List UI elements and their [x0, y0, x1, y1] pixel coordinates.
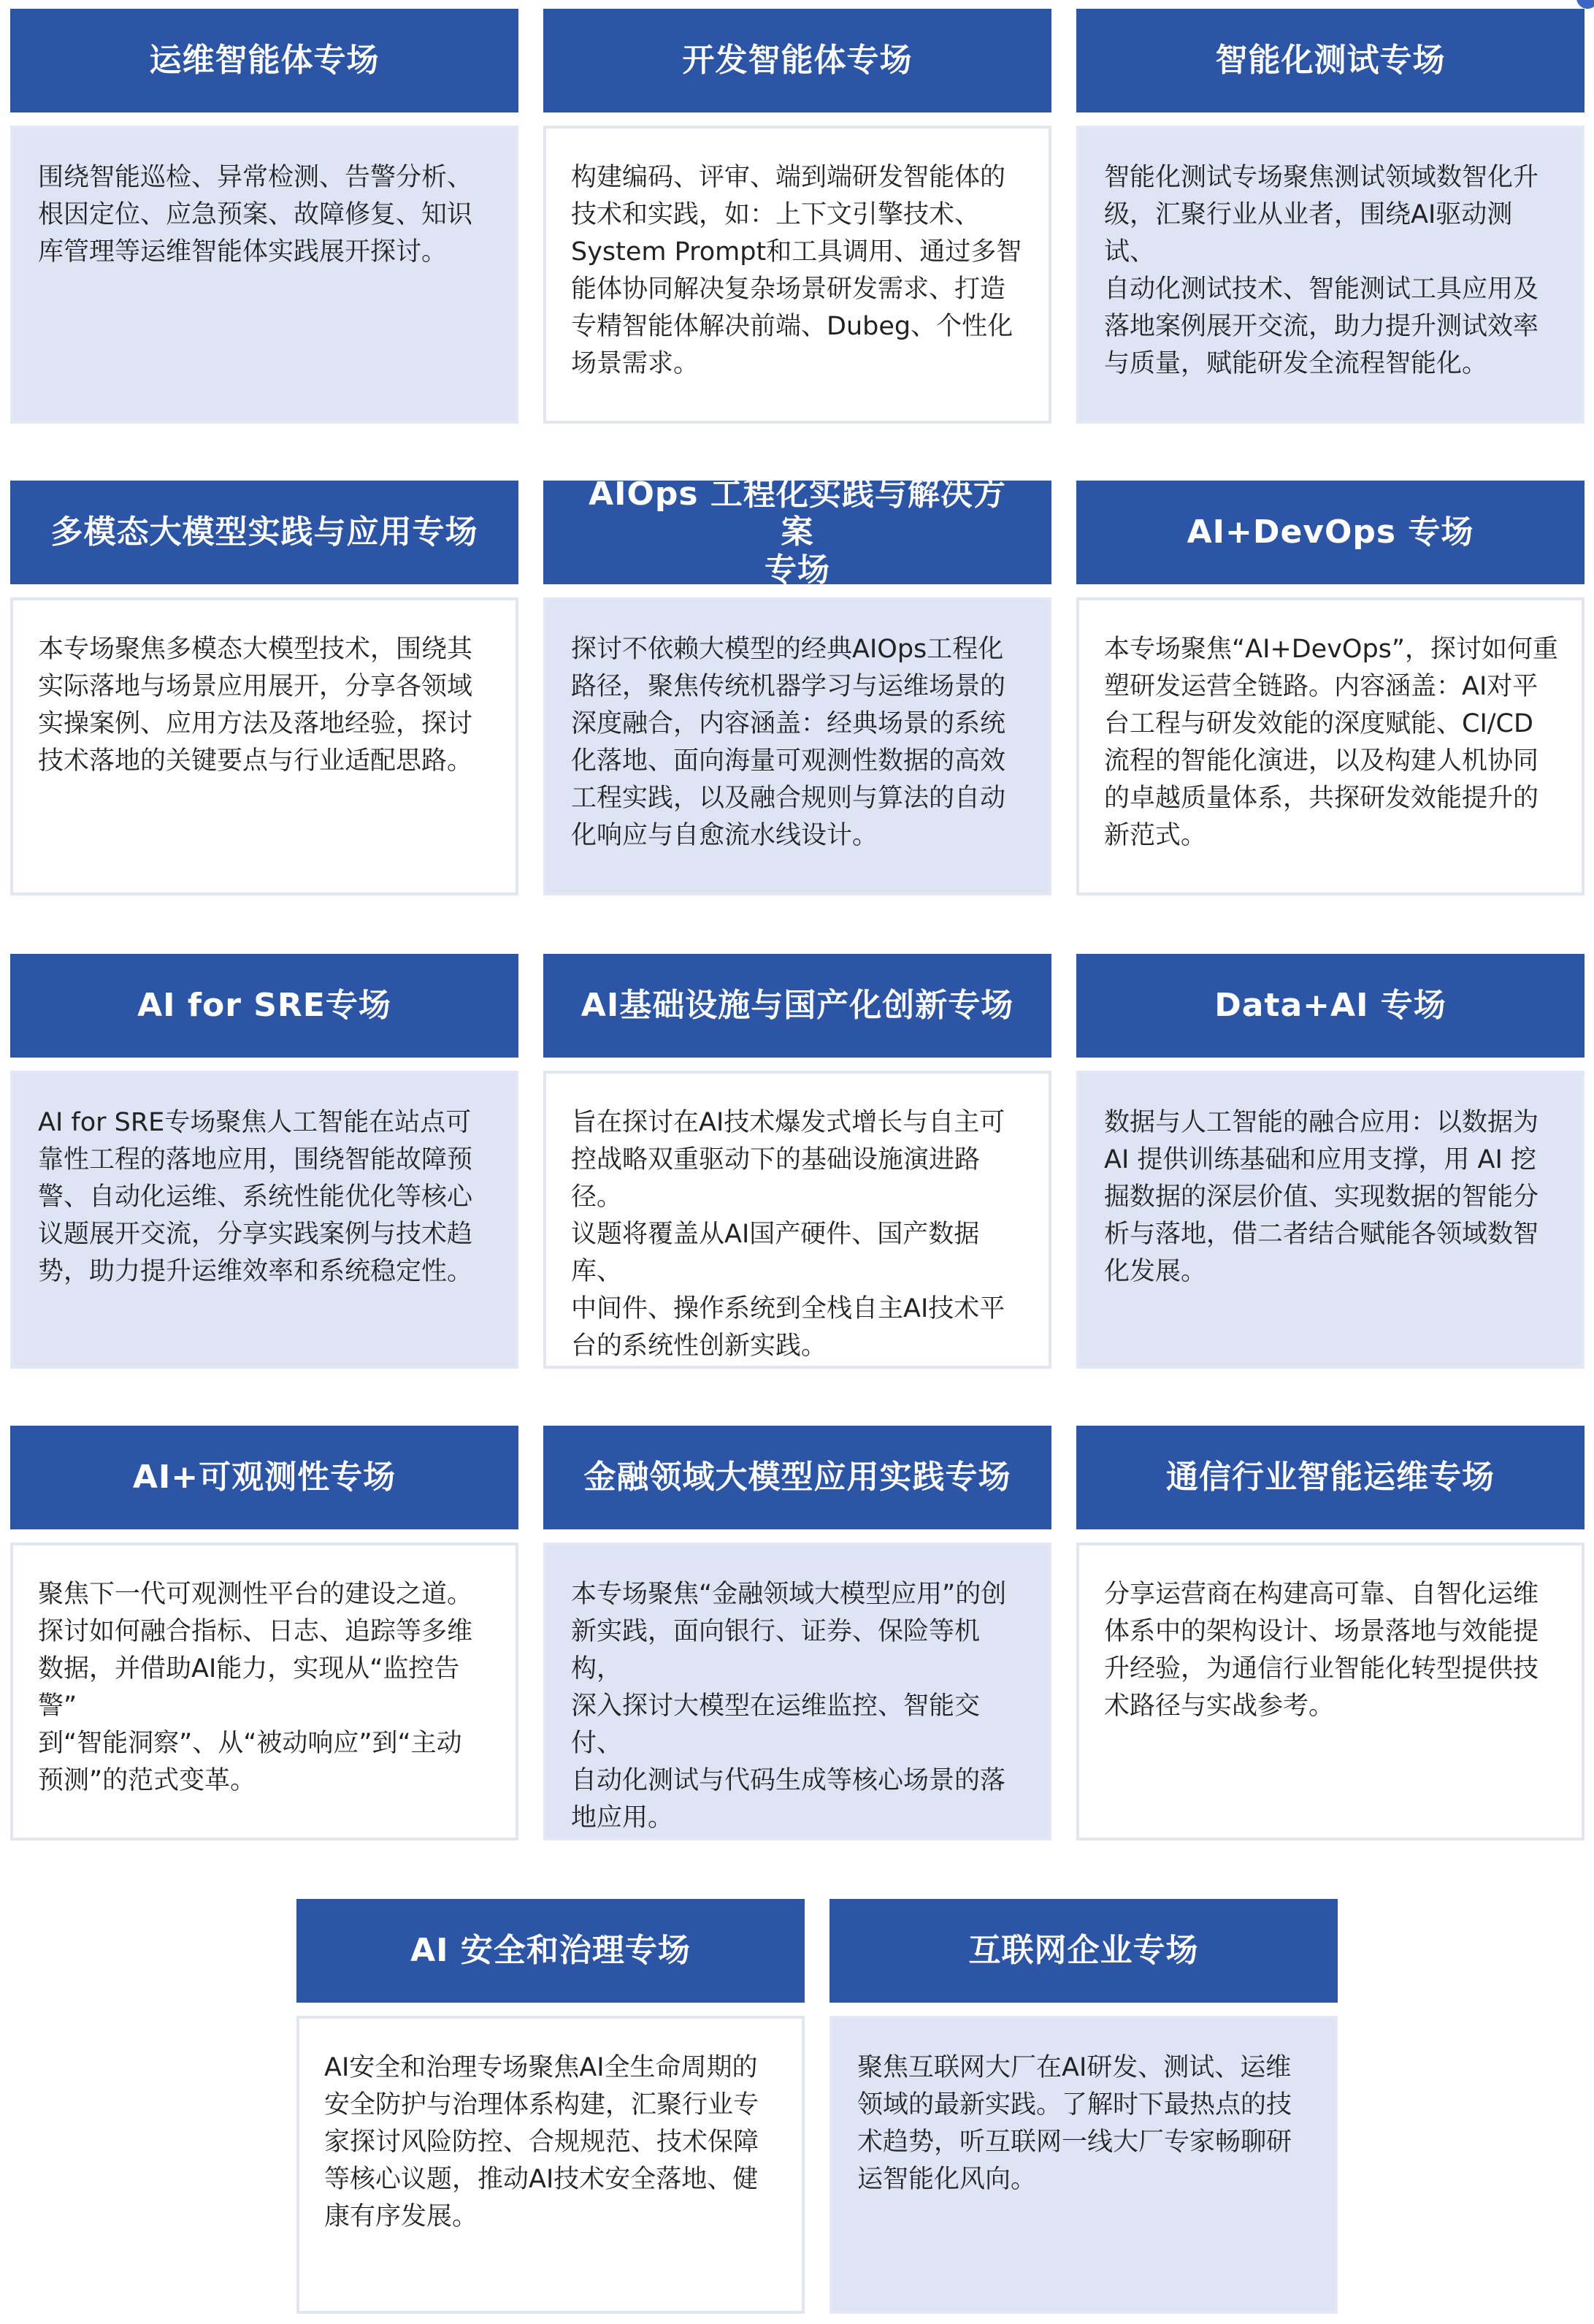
track-description: 智能化测试专场聚焦测试领域数智化升 级，汇聚行业从业者，围绕AI驱动测试、 自动化测试技术、智能测试工具应用及 落地案例展开交流，助力提升测试效率 与质量，赋能研发全流程智能化。 — [1076, 126, 1585, 424]
track-card-internet — [829, 1899, 1338, 2314]
track-description: AI安全和治理专场聚焦AI全生命周期的 安全防护与治理体系构建，汇聚行业专 家探讨风险防控、合规规范、技术保障 等核心议题，推动AI技术安全落地、健 康有序发展。 — [296, 2016, 805, 2314]
track-description: 本专场聚焦“金融领域大模型应用”的创 新实践，面向银行、证券、保险等机构， 深入探讨大模型在运维监控、智能交付、 自动化测试与代码生成等核心场景的落 地应用。 — [543, 1543, 1051, 1841]
track-card-ops-agent — [10, 9, 518, 424]
track-card-telecom-ops — [1076, 1426, 1585, 1841]
track-description: AI for SRE专场聚焦人工智能在站点可 靠性工程的落地应用，围绕智能故障预 警、自动化运维、系统性能优化等核心 议题展开交流，分享实践案例与技术趋 势，助力提升运维效率和系统稳定性。 — [10, 1071, 518, 1369]
track-description: 围绕智能巡检、异常检测、告警分析、 根因定位、应急预案、故障修复、知识 库管理等运维智能体实践展开探讨。 — [10, 126, 518, 424]
track-card-ai-security — [296, 1899, 805, 2314]
track-card-ai-sre — [10, 954, 518, 1369]
track-card-data-ai — [1076, 954, 1585, 1369]
track-title: AI 安全和治理专场 — [296, 1899, 805, 2003]
track-card-finance-llm — [543, 1426, 1051, 1841]
track-title: 智能化测试专场 — [1076, 9, 1585, 112]
track-description: 数据与人工智能的融合应用：以数据为 AI 提供训练基础和应用支撑，用 AI 挖 掘数据的深层价值、实现数据的智能分 析与落地，借二者结合赋能各领域数智 化发展。 — [1076, 1071, 1585, 1369]
track-title: 开发智能体专场 — [543, 9, 1051, 112]
track-description: 聚焦下一代可观测性平台的建设之道。 探讨如何融合指标、日志、追踪等多维 数据，并借助AI能力，实现从“监控告警” 到“智能洞察”、从“被动响应”到“主动 预测”的范式变革。 — [10, 1543, 518, 1841]
track-title: 通信行业智能运维专场 — [1076, 1426, 1585, 1529]
track-title: 互联网企业专场 — [829, 1899, 1338, 2003]
track-description: 构建编码、评审、端到端研发智能体的 技术和实践，如：上下文引擎技术、 System Prompt和工具调用、通过多智 能体协同解决复杂场景研发需求、打造 专精智能体解决前端、Dubeg、个性化 场景需求。 — [543, 126, 1051, 424]
track-card-aiops — [543, 475, 1051, 895]
track-title: 多模态大模型实践与应用专场 — [10, 481, 518, 584]
track-card-observability — [10, 1426, 518, 1841]
track-description: 本专场聚焦“AI+DevOps”，探讨如何重 塑研发运营全链路。内容涵盖：AI对平 台工程与研发效能的深度赋能、CI/CD 流程的智能化演进，以及构建人机协同 的卓越质量体系，共探研发效能提升的 新范式。 — [1076, 597, 1585, 895]
track-card-ai-devops — [1076, 481, 1585, 895]
track-card-smart-testing — [1076, 9, 1585, 424]
track-description: 本专场聚焦多模态大模型技术，围绕其 实际落地与场景应用展开，分享各领域 实操案例、应用方法及落地经验，探讨 技术落地的关键要点与行业适配思路。 — [10, 597, 518, 895]
track-title: AI+可观测性专场 — [10, 1426, 518, 1529]
track-description: 探讨不依赖大模型的经典AIOps工程化 路径，聚焦传统机器学习与运维场景的 深度融合，内容涵盖：经典场景的系统 化落地、面向海量可观测性数据的高效 工程实践，以及融合规则与算法的自动 化响应与自愈流水线设计。 — [543, 597, 1051, 895]
track-description: 分享运营商在构建高可靠、自智化运维 体系中的架构设计、场景落地与效能提 升经验，为通信行业智能化转型提供技 术路径与实战参考。 — [1076, 1543, 1585, 1841]
track-card-dev-agent — [543, 9, 1051, 424]
track-title: AIOps 工程化实践与解决方案 专场 — [543, 481, 1051, 584]
track-title: 金融领域大模型应用实践专场 — [543, 1426, 1051, 1529]
corner-decoration — [1576, 0, 1594, 9]
track-title: AI+DevOps 专场 — [1076, 481, 1585, 584]
track-title: AI for SRE专场 — [10, 954, 518, 1058]
track-title: 运维智能体专场 — [10, 9, 518, 112]
track-description: 旨在探讨在AI技术爆发式增长与自主可 控战略双重驱动下的基础设施演进路径。 议题将覆盖从AI国产硬件、国产数据库、 中间件、操作系统到全栈自主AI技术平 台的系统性创新实践。 — [543, 1071, 1051, 1369]
track-description: 聚焦互联网大厂在AI研发、测试、运维 领域的最新实践。了解时下最热点的技 术趋势，听互联网一线大厂专家畅聊研 运智能化风向。 — [829, 2016, 1338, 2314]
track-title: Data+AI 专场 — [1076, 954, 1585, 1058]
track-card-ai-infra — [543, 954, 1051, 1369]
track-card-multimodal — [10, 481, 518, 895]
track-title: AI基础设施与国产化创新专场 — [543, 954, 1051, 1058]
